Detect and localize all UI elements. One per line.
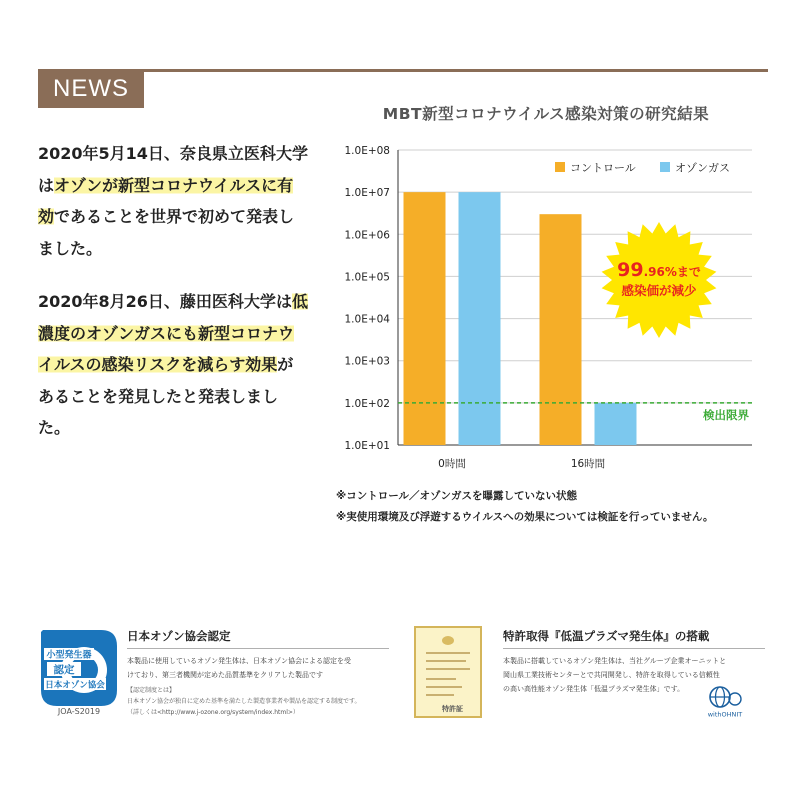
paragraph-text: 表しました。 <box>38 386 279 437</box>
y-tick-label: 1.0E+05 <box>344 271 390 284</box>
highlighted-text: スに有効 <box>38 175 294 226</box>
bar-chart <box>320 135 760 480</box>
cert-right-heading: 特許取得『低温プラズマ発生体』の搭載 <box>503 629 710 643</box>
y-tick-label: 1.0E+07 <box>344 187 390 200</box>
y-tick-label: 1.0E+03 <box>344 355 390 368</box>
highlighted-text: す効果 <box>229 355 278 374</box>
ohnit-logo-text: withOHNIT <box>707 710 743 719</box>
cert-left-heading: 日本オゾン協会認定 <box>127 629 231 643</box>
y-tick-label: 1.0E+06 <box>344 229 390 242</box>
chart-title: MBT新型コロナウイルス感染対策の研究結果 <box>382 105 710 123</box>
legend-label: コントロール <box>570 161 636 175</box>
certificate-seal-icon <box>442 636 454 645</box>
paragraph-text: 大学は <box>38 144 308 195</box>
paragraph-text: て発表しました。 <box>38 207 295 258</box>
cert-right-body-line: 本製品に搭載しているオゾン発生体は、当社グループ企業オーニットと <box>503 657 727 665</box>
header-rule <box>38 69 768 72</box>
news-paragraph-1 <box>38 138 308 264</box>
x-tick-label: 0時間 <box>438 458 466 470</box>
patent-certificate-image <box>414 626 482 718</box>
ohnit-logo <box>705 683 745 719</box>
chart-note-1: ※コントロール／オゾンガスを曝露していない状態 <box>336 490 577 502</box>
logo-text-3: 日本オゾン協会 <box>45 680 105 691</box>
paragraph-text: 2020年8月26日、藤田医科大学 <box>38 292 276 311</box>
cert-left-body-line: けており、第三者機関が定めた品質基準をクリアした製品です <box>127 671 323 679</box>
logo-text-1: 小型発生器 <box>46 650 92 661</box>
news-paragraph-2 <box>38 286 308 444</box>
cert-left-body <box>127 654 351 682</box>
cert-right-body-line: 岡山県工業技術センターとで共同開発し、特許を取得している信頼性 <box>503 671 720 679</box>
callout-percent: .96%まで <box>643 265 701 279</box>
highlighted-text: オゾンが新型コロナウイル <box>54 175 246 195</box>
y-tick-label: 1.0E+01 <box>344 440 390 452</box>
cert-left-small <box>127 685 361 718</box>
legend-swatch <box>555 162 565 172</box>
bar-ozone-0 <box>459 192 501 445</box>
cert-right-body-line: の高い高性能オゾン発生体「低温プラズマ発生体」です。 <box>503 685 685 693</box>
bar-control-1 <box>540 214 582 445</box>
y-tick-label: 1.0E+02 <box>344 397 390 410</box>
y-tick-label: 1.0E+08 <box>344 145 390 157</box>
japan-ozone-association-logo <box>37 626 121 710</box>
legend-swatch <box>660 162 670 172</box>
highlighted-text: 低濃度のオゾンガスにも新型コ <box>38 292 308 343</box>
detection-limit-label: 検出限界 <box>703 407 749 422</box>
cert-right-body <box>503 654 726 696</box>
paragraph-text: 2020年5月14日、奈良県立医科 <box>38 144 276 163</box>
cert-left-rule <box>127 648 389 649</box>
certificate-stamp: 特許証 <box>442 705 463 713</box>
paragraph-text: は <box>275 292 292 311</box>
highlighted-text: ロナウイルスの感染リスクを減ら <box>38 323 295 374</box>
y-tick-label: 1.0E+04 <box>344 313 390 326</box>
paragraph-text: があることを発見したと発 <box>38 355 294 406</box>
logo-caption: JOA-S2019 <box>57 707 101 716</box>
news-badge: NEWS <box>38 69 144 108</box>
callout-big-number: 99 <box>617 259 644 281</box>
bar-ozone-1 <box>595 403 637 445</box>
x-tick-label: 16時間 <box>570 458 606 470</box>
logo-text-2: 認定 <box>53 664 75 676</box>
legend-label: オゾンガス <box>675 161 730 175</box>
cert-left-body-line: 本製品に使用しているオゾン発生体は、日本オゾン協会による認定を受 <box>127 657 351 665</box>
callout-line-2: 感染価が減少 <box>621 283 697 298</box>
cert-left-small-line: 【認定制度とは】 <box>127 687 176 694</box>
cert-right-rule <box>503 648 765 649</box>
paragraph-text: であることを世界で初め <box>54 207 231 226</box>
cert-left-small-line: （詳しくは<http://www.j-ozone.org/system/index.html>） <box>127 709 299 716</box>
cert-left-small-line: 日本オゾン協会が独自に定めた基準を満たした製造事業者や製品を認定する制度です。 <box>127 698 361 705</box>
chart-note-2: ※実使用環境及び浮遊するウイルスへの効果については検証を行っていません。 <box>336 511 714 523</box>
bar-control-0 <box>404 192 446 445</box>
